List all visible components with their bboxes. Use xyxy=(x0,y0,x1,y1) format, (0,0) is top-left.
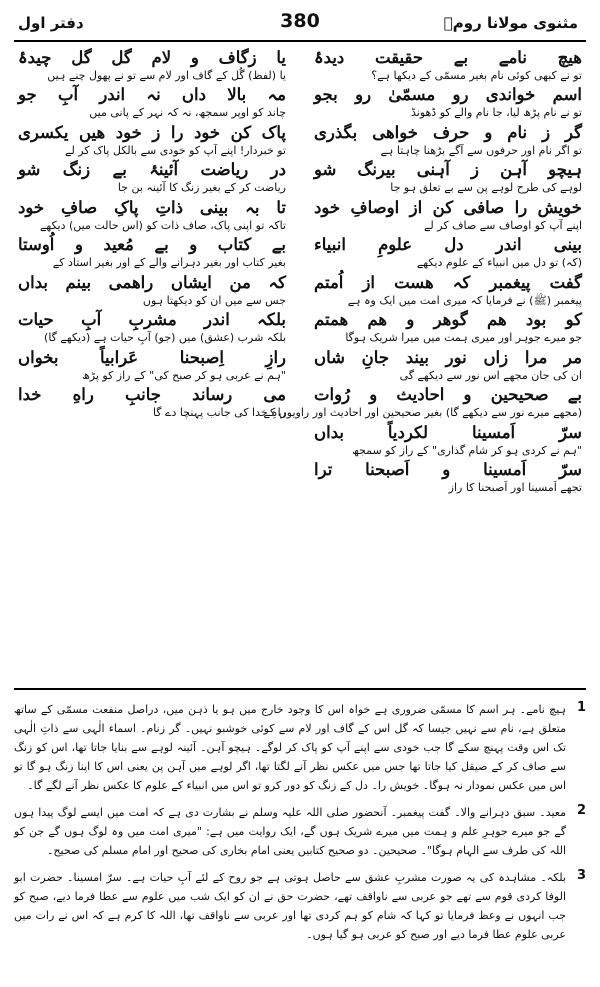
persian-verse-line: مہ بالا داں نہ اندر آبِ جو xyxy=(18,85,286,104)
persian-verse-line: بے کتاب و بے مُعید و اُوستا xyxy=(18,235,286,254)
persian-verse-line: مر مرا زاں نور بیند جانِ شاں xyxy=(314,348,582,367)
persian-verse-line: در ریاضت آئینۂ بے زنگ شو xyxy=(18,160,286,179)
urdu-translation-line: جو میرے جوہر اور میری ہمت میں میرا شریک ہوگا xyxy=(345,331,582,344)
urdu-translation-line: تو نے نام پڑھ لیا، جا نام والے کو ڈھونڈ xyxy=(410,106,582,119)
persian-verse-line: سرّ اَمسینا و اَصبحنا ترا xyxy=(314,460,582,479)
urdu-translation-line: تجھے اَمسینا اور اَصبحنا کا راز xyxy=(448,481,582,494)
persian-verse-line: پاک کن خود را ز خود هیں یکسری xyxy=(18,123,286,142)
urdu-translation-line: تو اگر نام اور حرفوں سے آگے بڑھنا چاہتا ہے xyxy=(380,144,582,157)
verse-block xyxy=(314,46,582,121)
book-page xyxy=(14,8,586,978)
footnote-divider xyxy=(14,688,586,690)
verse-block xyxy=(18,196,286,271)
footnote-text: معید۔ سبق دہرانے والا۔ گفت پیغمبر۔ آنحضور صلی اللہ علیہ وسلم نے بشارت دی ہے کہ امت میں ایسے لوگ پیدا ہوں گے جو میرے جوہرِ علم و ہمت میں میرے شریک ہوں گے، ایک روایت میں ہے: "میری امت میں وہ لوگ ہوں گے جن کو اللہ کی طرف سے الہام ہوگا"۔ صحیحین۔ دو صحیح کتابیں یعنی امام بخاری کی صحیح اور امام مسلم کی صحیح۔ xyxy=(14,806,566,857)
footnote xyxy=(14,868,586,944)
urdu-translation-line: لوہے کی طرح لوہے پن سے بے تعلق ہو جا xyxy=(390,181,582,194)
urdu-translation-line: چاند کو اوپر سمجھ، نہ کہ نہر کے پانی میں xyxy=(89,106,286,119)
persian-verse-line: ہیچو آہن ز آہنی بیرنگ شو xyxy=(314,160,582,179)
persian-verse-line: هیچ نامے بے حقیقت دیدۂ xyxy=(314,48,582,67)
urdu-translation-line: "ہم نے عربی ہو کر صبح کی" کے راز کو پڑھ xyxy=(82,369,286,382)
persian-verse-line: خویش را صافی کن از اوصافِ خود xyxy=(314,198,582,217)
footnote-number: 2 xyxy=(576,803,586,818)
urdu-translation-line: اپنے آپ کو اوصاف سے صاف کر لے xyxy=(423,219,582,232)
urdu-translation-line: (مجھے میرے نور سے دیکھے گا) بغیر صحیحین اور احادیث اور راویوں کے xyxy=(263,406,582,419)
verse-block xyxy=(314,121,582,196)
page-header xyxy=(14,8,586,42)
urdu-translation-line: ان کی جان مجھے اس نور سے دیکھے گی xyxy=(399,369,582,382)
urdu-translation-line: تاکہ تو اپنی پاک، صاف ذات کو (اس حالت میں) دیکھے xyxy=(39,219,286,232)
verse-block xyxy=(18,271,286,346)
footnote-number: 3 xyxy=(576,868,586,883)
urdu-translation-line: پیغمبر (ﷺ) نے فرمایا کہ میری امت میں ایک وہ ہے xyxy=(347,294,582,307)
footnotes xyxy=(14,700,586,952)
right-column xyxy=(263,46,582,496)
verse-block xyxy=(314,196,582,271)
persian-verse-line: می رساند جانبِ راهِ خدا xyxy=(18,385,286,404)
persian-verse-line: تا بہ بینی ذاتِ پاکِ صافِ خود xyxy=(18,198,286,217)
footnote xyxy=(14,803,586,860)
verse-body xyxy=(14,42,586,692)
volume-label: دفتر اول xyxy=(18,14,84,32)
footnote-text: ہیچ نامے۔ ہر اسم کا مسمّی ضروری ہے خواہ اس کا وجود خارج میں ہو یا ذہن میں، دراصل منفعت مسمّی کے ساتھ متعلق ہے، نام سے نہیں جیسا کہ گل اس کے گاف اور لام سے کوئی خوشبو نہیں۔ گر زنام۔ اسماء الٰہی سے ذاتِ الٰہی تک اس وقت پہنچ سکے گا جب خودی سے اپنے آپ کو پاک کر لوگے۔ ہیچو آہن۔ آئینہ لوہے سے بنایا جاتا تھا، اس کو زنگ سے صاف کر کے صیقل کیا جاتا تھا جس میں عکس نظر آنے لگتا تھا، اگر لوہے میں آہن پن یعنی اس کا اپنا زنگ ہو گا تو اس میں عکس نمودار نہ ہوگا۔ خویش را۔ دل کے زنگ کو دور کرو تو اس میں انبیاء کے علوم کا عکس نظر آنے لگے گا۔ xyxy=(14,703,566,792)
persian-verse-line: کو بود هم گوهر و هم همتم xyxy=(314,310,582,329)
urdu-translation-line: ریاضت کر کے بغیر زنگ کا آئینہ بن جا xyxy=(117,181,286,194)
verse-block xyxy=(314,271,582,346)
urdu-translation-line: "ہم نے کردی ہو کر شام گذاری" کے راز کو سمجھ xyxy=(352,444,582,457)
verse-block xyxy=(314,421,582,496)
verse-block xyxy=(18,121,286,196)
urdu-translation-line: راہِ خدا کی جانب پہنچا دے گا xyxy=(152,406,286,419)
verse-block xyxy=(18,346,286,421)
urdu-translation-line: یا (لفظ) گُل کے گاف اور لام سے تو نے پھول چنے ہیں xyxy=(47,69,286,82)
persian-verse-line: سرّ اَمسینا لکردیاً بداں xyxy=(314,423,582,442)
persian-verse-line: بے صحیحین و احادیث و رُوات xyxy=(314,385,582,404)
left-column xyxy=(18,46,286,421)
urdu-translation-line: تو خبردار! اپنے آپ کو خودی سے بالکل پاک کر لے xyxy=(65,144,286,157)
urdu-translation-line: بلکہ شرب (عشق) میں (جو) آبِ حیات ہے (دیکھے گا) xyxy=(44,331,286,344)
urdu-translation-line: بغیر کتاب اور بغیر دہرانے والے کے اور بغیر استاد کے xyxy=(52,256,286,269)
book-title: مثنوی مولانا رومؒ xyxy=(443,14,578,32)
persian-verse-line: رازِ اِصبحنا عَرابیاً بخواں xyxy=(18,348,286,367)
persian-verse-line: گفت پیغمبر کہ هست از اُمتم xyxy=(314,273,582,292)
persian-verse-line: کہ من ایشاں راهمی بینم بداں xyxy=(18,273,286,292)
verse-block xyxy=(263,346,582,421)
footnote-text: بلکہ۔ مشاہدہ کی یہ صورت مشربِ عشق سے حاصل ہوتی ہے جو روح کے لئے آبِ حیات ہے۔ سرّ امسینا۔ حضرت ابو الوفا کردی قوم سے تھے جو عربی سے ناواقف تھے، حضرت حق نے ان کو ایک شب میں علوم سے عطا فرما دیے، صبح کو جب انہوں نے وعظ فرمایا تو کہا کہ شام کو ہم کردی تھا اور عربی سے ناواقف تھا، اللہ کا کرم ہے کہ اس نے رات میں عربی علوم عطا فرما دیے اور صبح کو عربی ہو گیا ہوں۔ xyxy=(14,871,566,941)
persian-verse-line: یا زگاف و لام گل گل چیدۂ xyxy=(18,48,286,67)
persian-verse-line: بینی اندر دل علومِ انبیاء xyxy=(314,235,582,254)
urdu-translation-line: (کہ) تو دل میں انبیاء کے علوم دیکھے xyxy=(416,256,582,269)
persian-verse-line: گر ز نام و حرف خواهی بگذری xyxy=(314,123,582,142)
footnote-number: 1 xyxy=(576,700,586,715)
urdu-translation-line: جس سے میں ان کو دیکھتا ہوں xyxy=(142,294,286,307)
persian-verse-line: بلکہ اندر مشربِ آبِ حیات xyxy=(18,310,286,329)
page-number: 380 xyxy=(280,10,320,32)
urdu-translation-line: تو نے کبھی کوئی نام بغیر مسمّی کے دیکھا ہے؟ xyxy=(371,69,582,82)
footnote xyxy=(14,700,586,795)
persian-verse-line: اسم خواندی رو مسمّیٰ رو بجو xyxy=(314,85,582,104)
verse-block xyxy=(18,46,286,121)
